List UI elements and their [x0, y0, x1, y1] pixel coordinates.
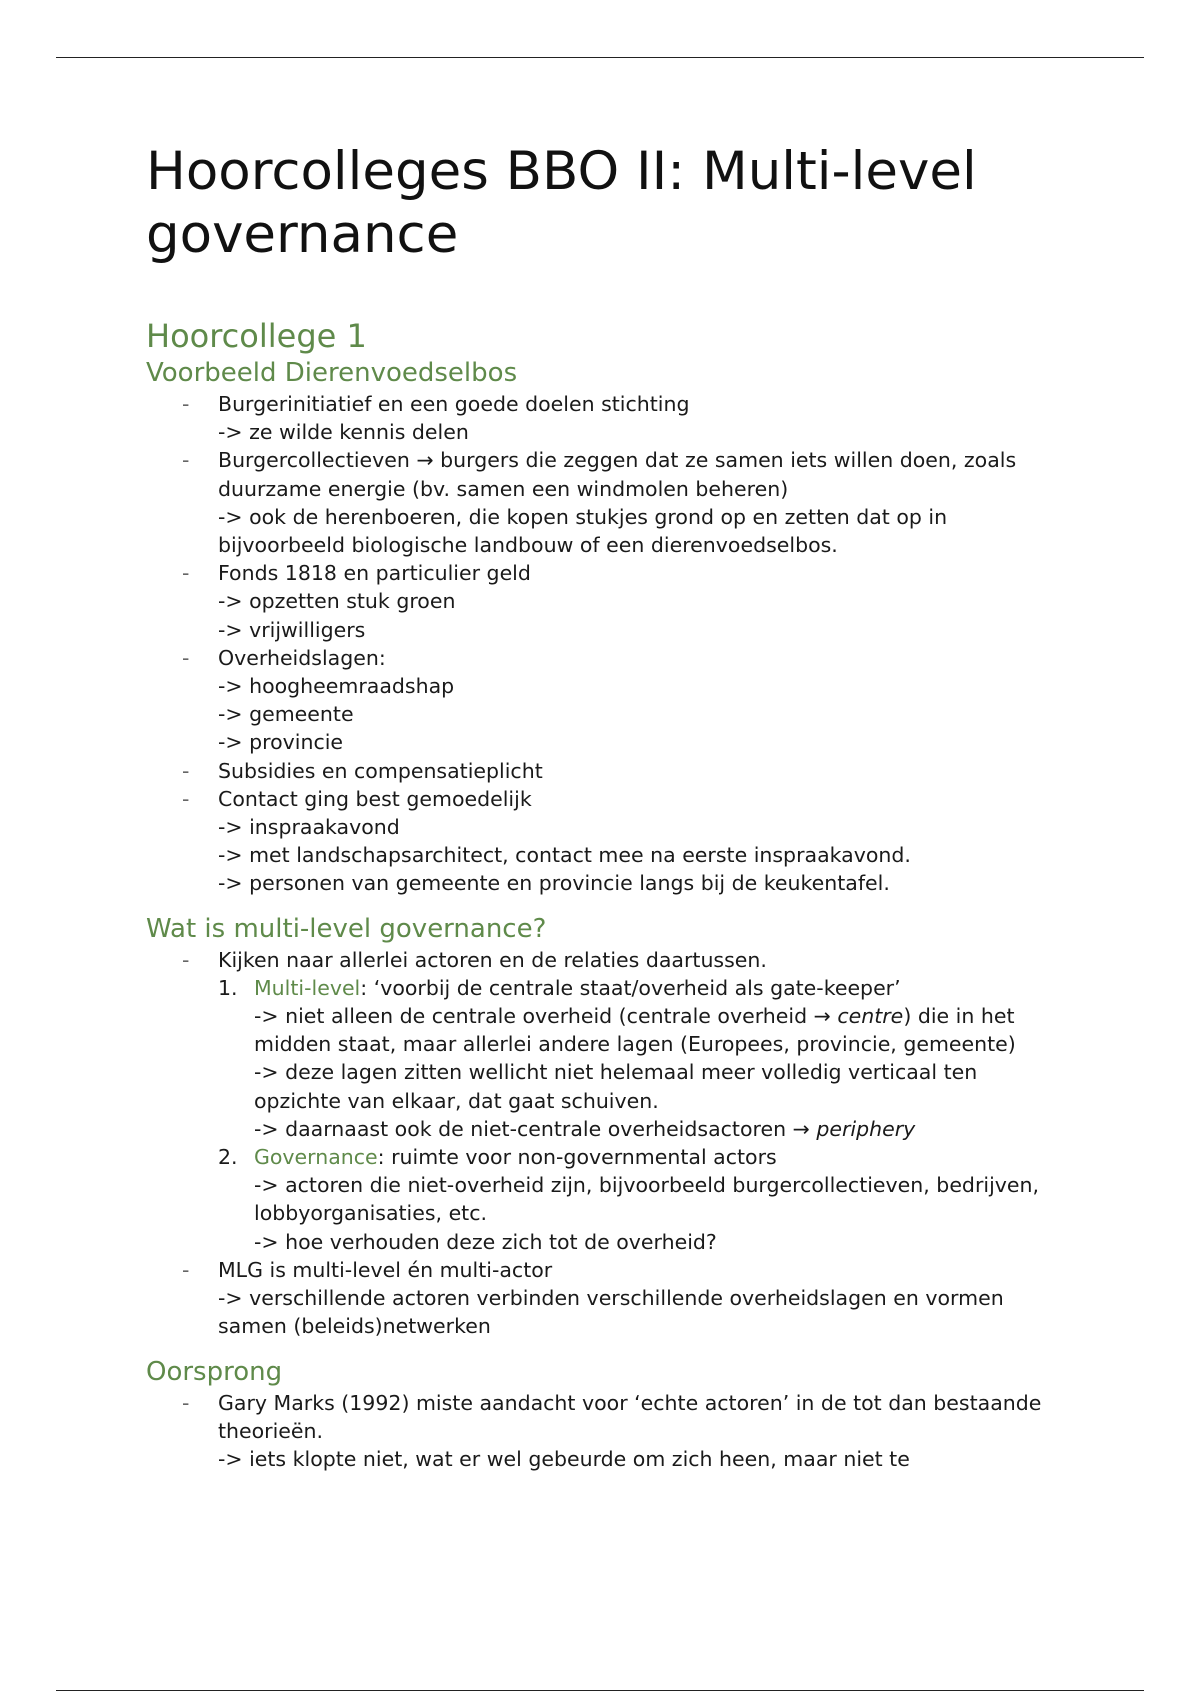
numbered-list [218, 974, 1046, 1256]
term-governance: Governance [254, 1145, 378, 1170]
list-item: - MLG is multi-level én multi-actor -> verschillende actoren verbinden verschillende overheidslagen en vormen samen (beleids)netwerken [146, 1256, 1046, 1341]
numbered-item: 1. Multi-level: ‘voorbij de centrale staat/overheid als gate-keeper’ -> niet alleen de centrale overheid (centrale overheid → centre) die in het midden staat, maar allerlei andere lagen (Europees, provincie, gemeente) -> deze lagen zitten wellicht niet helemaal meer volledig verticaal ten opzichte van elkaar, dat gaat schuiven. -> daarnaast ook de niet-centrale overheidsactoren → periphery [218, 974, 1046, 1143]
arrow-right-icon: → [792, 1116, 810, 1141]
lecture-heading: Hoorcollege 1 [146, 317, 367, 355]
bottom-rule [56, 1690, 1144, 1691]
list-item: - Fonds 1818 en particulier geld -> opzetten stuk groen -> vrijwilligers [146, 559, 1046, 644]
list-item: - Burgercollectieven → burgers die zeggen dat ze samen iets willen doen, zoals duurzame energie (bv. samen een windmolen beheren) -> ook de herenboeren, die kopen stukjes grond op en zetten dat op in bijvoorbeeld biologische landbouw of een dierenvoedselbos. [146, 446, 1046, 559]
origin-list [146, 1389, 1046, 1474]
list-item: - Gary Marks (1992) miste aandacht voor ‘echte actoren’ in de tot dan bestaande theorieën. -> iets klopte niet, wat er wel gebeurde om zich heen, maar niet te [146, 1389, 1046, 1474]
document-title: Hoorcolleges BBO II: Multi-level governance [146, 141, 977, 265]
list-item: - Burgerinitiatief en een goede doelen stichting -> ze wilde kennis delen [146, 390, 1046, 446]
whatis-heading: Wat is multi-level governance? [146, 913, 547, 944]
document-body [146, 140, 1046, 1473]
whatis-list [146, 946, 1046, 1341]
origin-heading: Oorsprong [146, 1356, 283, 1387]
example-list [146, 390, 1046, 898]
example-heading: Voorbeeld Dierenvoedselbos [146, 358, 518, 388]
top-rule [56, 57, 1144, 58]
list-item: - Kijken naar allerlei actoren en de relaties daartussen. 1. Multi-level: ‘voorbij de centrale staat/overheid als gate-keeper’ -> niet alleen de centrale overheid (centrale overheid → centre) die in het midden staat, maar allerlei andere lagen (Europees, provincie, gemeente) -> deze lagen zitten wellicht niet helemaal meer volledig verticaal ten opzichte van elkaar, dat gaat schuiven. -> daarnaast ook de niet-centrale overheidsactoren → periphery 2. Governance: ruimte voor non-governmental actors -> actoren die niet-overheid zijn, bijvoorbeeld burgercollectieven, bedrijven, lobbyorganisaties, etc. -> hoe verhouden deze zich tot de overheid? [146, 946, 1046, 1256]
arrow-right-icon: → [813, 1004, 831, 1029]
list-item: - Overheidslagen: -> hoogheemraadshap -> gemeente -> provincie [146, 644, 1046, 757]
numbered-item: 2. Governance: ruimte voor non-governmental actors -> actoren die niet-overheid zijn, bijvoorbeeld burgercollectieven, bedrijven, lobbyorganisaties, etc. -> hoe verhouden deze zich tot de overheid? [218, 1145, 1040, 1254]
list-item: - Subsidies en compensatieplicht [146, 757, 1046, 785]
term-multi-level: Multi-level [254, 975, 361, 1000]
list-item: - Contact ging best gemoedelijk -> inspraakavond -> met landschapsarchitect, contact mee na eerste inspraakavond. -> personen van gemeente en provincie langs bij de keukentafel. [146, 785, 1046, 898]
arrow-right-icon: → [416, 448, 434, 473]
